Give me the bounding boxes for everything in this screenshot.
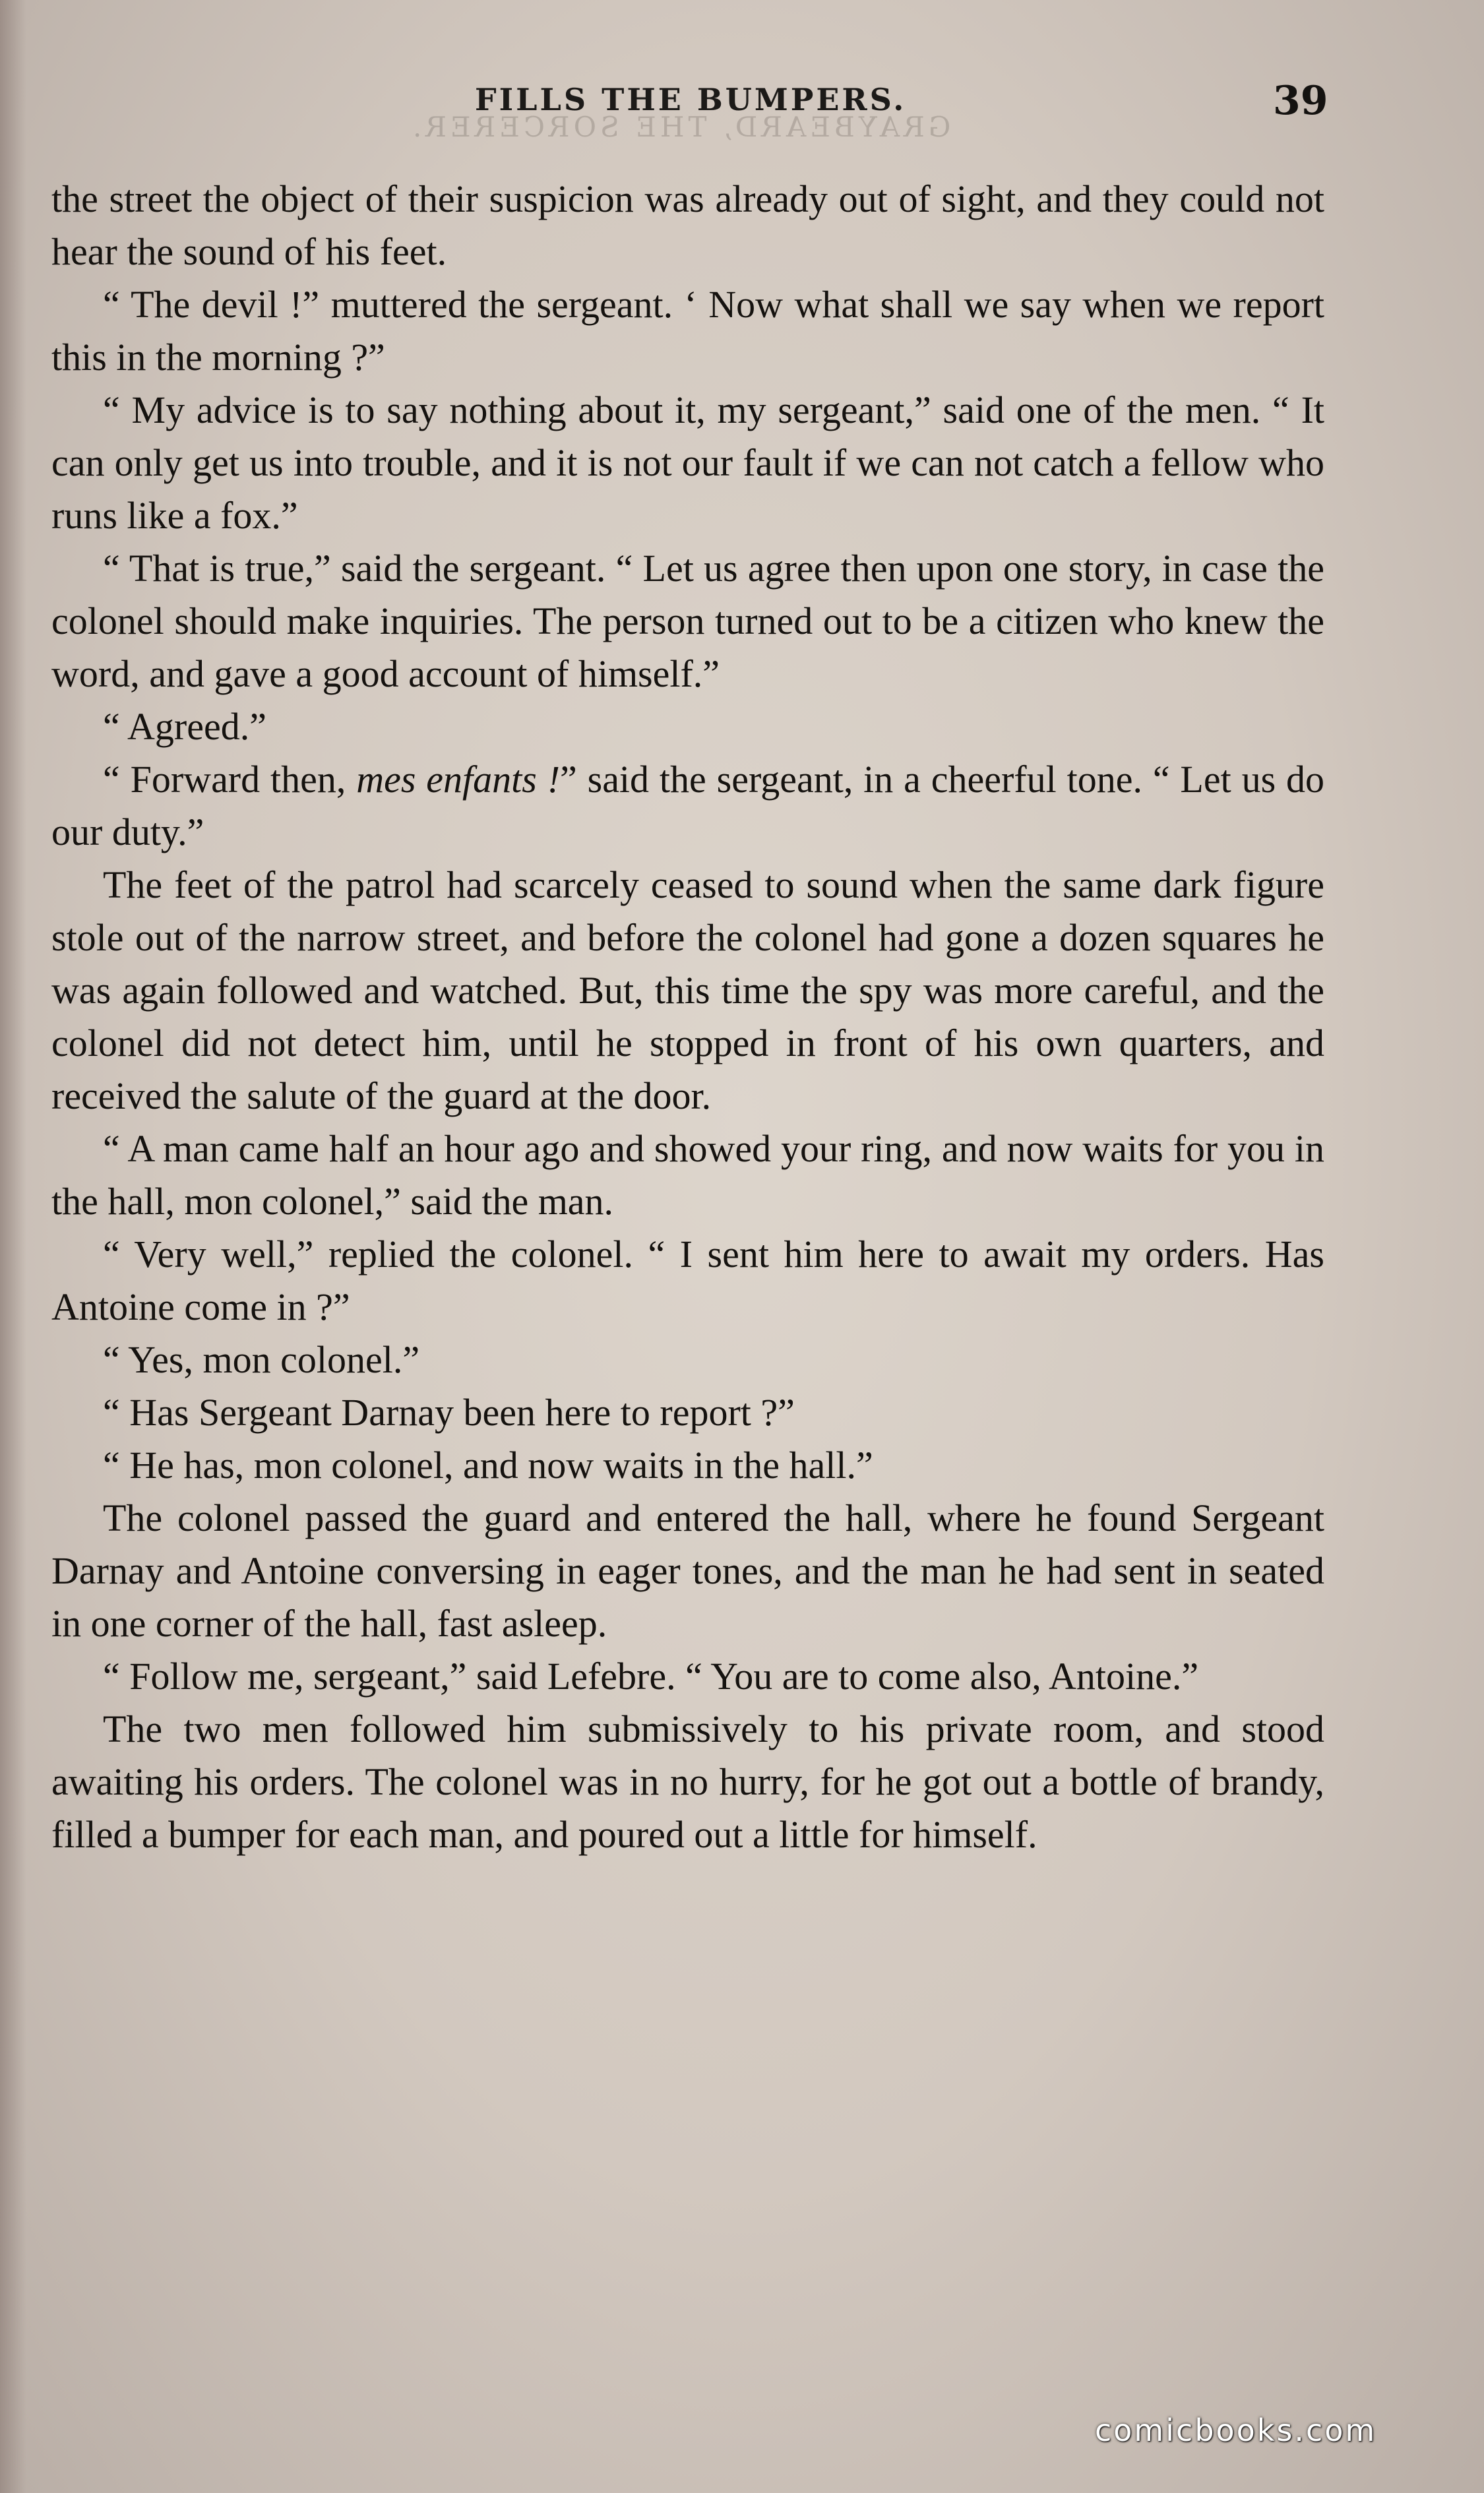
paragraph: “ Has Sergeant Darnay been here to report ?” (103, 1391, 795, 1434)
paragraph: “ That is true,” said the sergeant. “ Let us agree then upon one story, in case the colonel should make inquiries. The person turned out to be a citizen who knew the word, and gave a good account of himself.” (51, 547, 1324, 695)
paragraph (51, 753, 1324, 859)
paragraph: “ The devil !” muttered the sergeant. ‘ Now what shall we say when we report this in the morning ?” (51, 283, 1324, 379)
paragraph-text: “ Forward then, (103, 758, 357, 801)
page-header (0, 78, 1484, 131)
paragraph: “ Very well,” replied the colonel. “ I sent him here to await my orders. Has Antoine come in ?” (51, 1233, 1324, 1328)
italic-phrase: mes enfants ! (356, 758, 561, 801)
paragraph-text: ” said the sergeant, in a cheerful tone. “ Let us do our duty.” (51, 758, 1325, 853)
page-shadow-edge (0, 0, 26, 2493)
running-head: FILLS THE BUMPERS. (475, 82, 907, 117)
paragraph: “ My advice is to say nothing about it, my sergeant,” said one of the men. “ It can only get us into trouble, and it is not our fault if we can not catch a fellow who runs like a fox.” (51, 388, 1324, 537)
paragraph: the street the object of their suspicion was already out of sight, and they could not hear the sound of his feet. (51, 177, 1324, 273)
body-text (51, 173, 1324, 1861)
paragraph: The two men followed him submissively to his private room, and stood awaiting his orders. The colonel was in no hurry, for he got out a bottle of brandy, filled a bumper for each man, and poured out a little for himself. (51, 1708, 1324, 1856)
paragraph: “ He has, mon colonel, and now waits in the hall.” (103, 1444, 873, 1487)
bleed-through-running-head: GRAYBEARD, THE SORCERER. (409, 111, 951, 143)
watermark: comicbooks.com (1095, 2413, 1377, 2448)
page-number: 39 (1273, 78, 1328, 124)
paragraph: “ A man came half an hour ago and showed your ring, and now waits for you in the hall, mon colonel,” said the man. (51, 1127, 1324, 1223)
paragraph: “ Yes, mon colonel.” (103, 1338, 420, 1381)
paragraph: The colonel passed the guard and entered the hall, where he found Sergeant Darnay and Antoine conversing in eager tones, and the man he had sent in seated in one corner of the hall, fast asleep. (51, 1496, 1324, 1645)
paragraph: “ Agreed.” (103, 705, 266, 748)
paragraph: “ Follow me, sergeant,” said Lefebre. “ You are to come also, Antoine.” (103, 1655, 1199, 1698)
paragraph: The feet of the patrol had scarcely ceased to sound when the same dark figure stole out of the narrow street, and before the colonel had gone a dozen squares he was again followed and watched. But, this time the spy was more careful, and the colonel did not detect him, until he stopped in front of his own quarters, and received the salute of the guard at the door. (51, 863, 1324, 1117)
